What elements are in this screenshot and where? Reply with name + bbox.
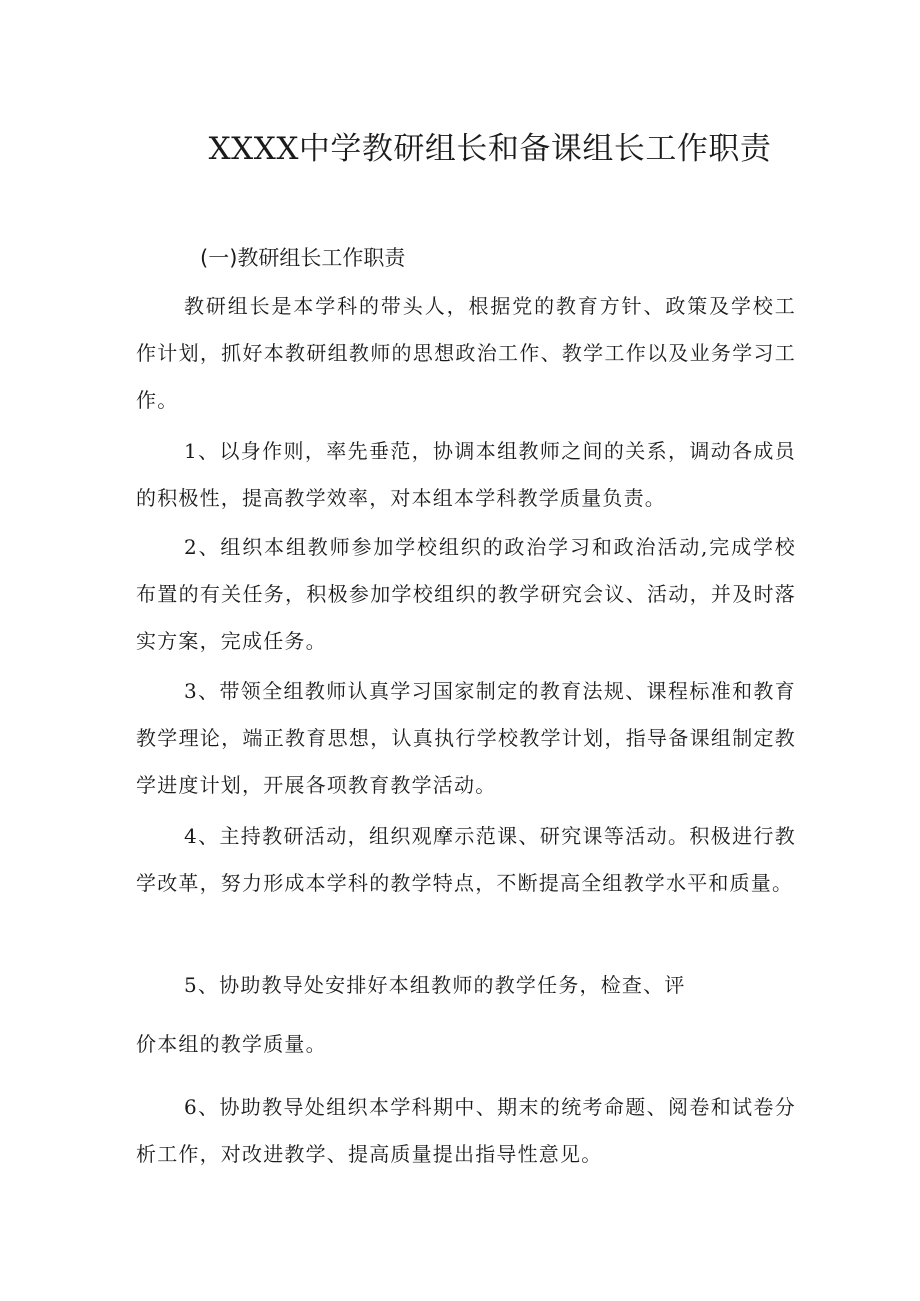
duty-item-4: 4、主持教研活动，组织观摩示范课、研究课等活动。积极进行教学改革，努力形成本学科的教学特点，不断提高全组教学水平和质量。 [136,824,796,895]
intro-paragraph: 教研组长是本学科的带头人，根据党的教育方针、政策及学校工作计划，抓好本教研组教师的思想政治工作、教学工作以及业务学习工作。 [136,294,796,412]
duty-item-6: 6、协助教导处组织本学科期中、期末的统考命题、阅卷和试卷分析工作，对改进教学、提高质量提出指导性意见。 [136,1095,796,1166]
duty-item-1: 1、以身作则，率先垂范，协调本组教师之间的关系，调动各成员的积极性，提高教学效率，对本组本学科教学质量负责。 [136,439,796,510]
duty-item-5 [136,962,796,1068]
duty-item-5-line-2: 价本组的教学质量。 [136,1032,327,1056]
duty-item-5-line-1: 5、协助教导处安排好本组教师的教学任务，检查、评 [184,973,686,997]
document-title: XXXX中学教研组长和备课组长工作职责 [208,131,772,167]
duty-item-2: 2、组织本组教师参加学校组织的政治学习和政治活动,完成学校布置的有关任务，积极参加学校组织的教学研究会议、活动，并及时落实方案，完成任务。 [136,535,796,653]
section-heading: (一)教研组长工作职责 [200,246,406,270]
duty-item-3: 3、带领全组教师认真学习国家制定的教育法规、课程标准和教育教学理论，端正教育思想，认真执行学校教学计划，指导备课组制定教学进度计划，开展各项教育教学活动。 [136,679,796,797]
